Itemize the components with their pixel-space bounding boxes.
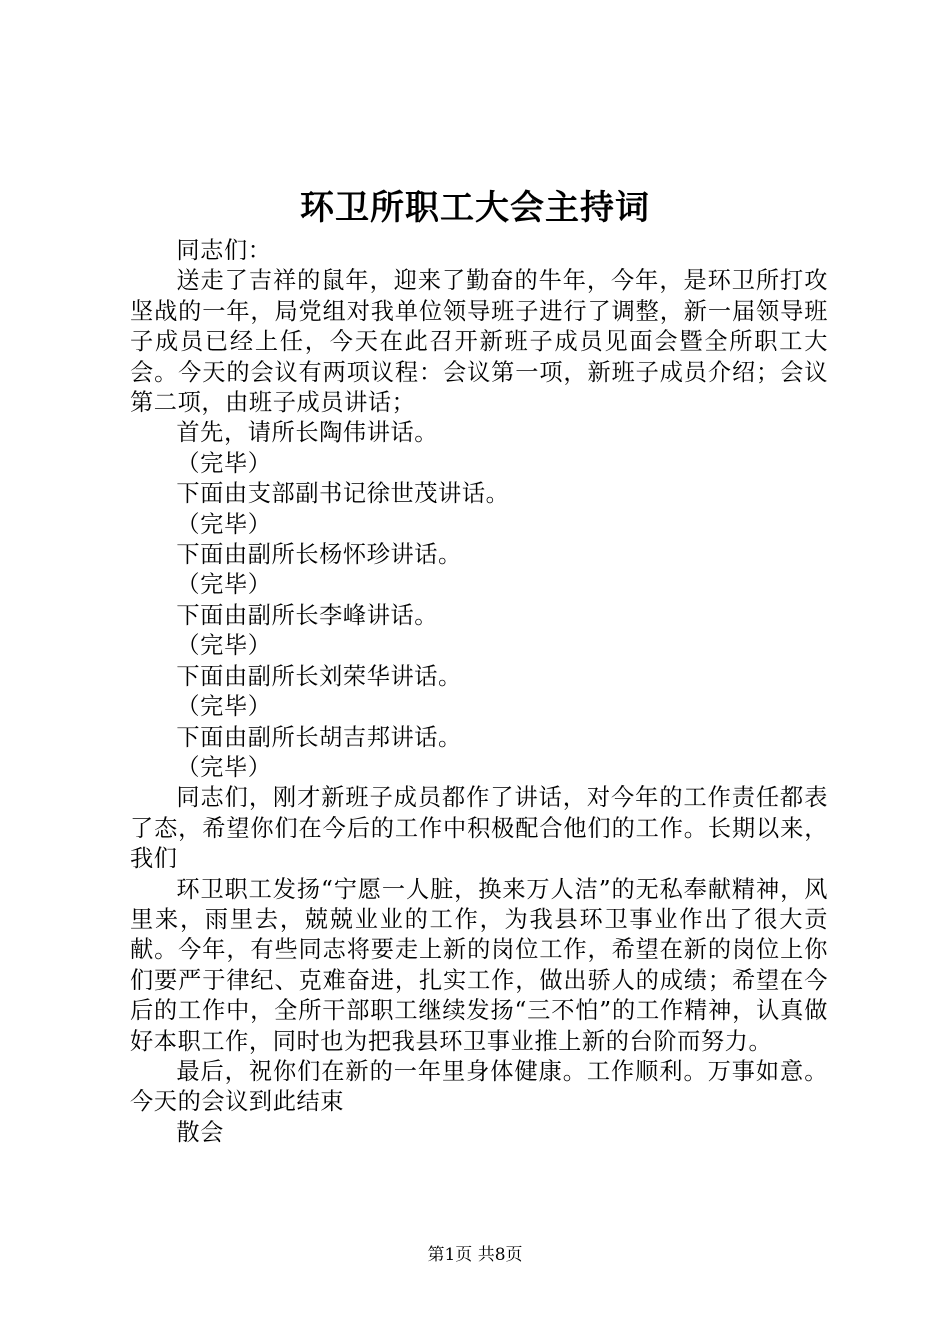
paragraph-praise: 环卫职工发扬“宁愿一人脏，换来万人洁”的无私奉献精神，风里来，雨里去，兢兢业业的工作，为我县环卫事业作出了很大贡献。今年，有些同志将要走上新的岗位工作，希望在新的岗位上你们要严于律纪、克难奋进，扎实工作，做出骄人的成绩；希望在今后的工作中，全所干部职工继续发扬“三不怕”的工作精神，认真做好本职工作，同时也为把我县环卫事业推上新的台阶而努力。 bbox=[130, 875, 828, 1055]
paragraph-speaker-6: 下面由副所长胡吉邦讲话。 bbox=[176, 723, 462, 751]
paragraph-opening: 送走了吉祥的鼠年，迎来了勤奋的牛年，今年，是环卫所打攻坚战的一年，局党组对我单位领导班子进行了调整，新一届领导班子成员已经上任，今天在此召开新班子成员见面会暨全所职工大会。今天的会议有两项议程：会议第一项，新班子成员介绍；会议第二项，由班子成员讲话； bbox=[130, 267, 828, 417]
paragraph-done-6: （完毕） bbox=[176, 753, 272, 781]
document-body bbox=[130, 236, 828, 1148]
paragraph-done-5: （完毕） bbox=[176, 693, 272, 721]
paragraph-speaker-3: 下面由副所长杨怀珍讲话。 bbox=[176, 541, 462, 569]
page-number: 第1页 共8页 bbox=[427, 1245, 523, 1265]
paragraph-salutation: 同志们： bbox=[176, 237, 272, 264]
paragraph-speaker-4: 下面由副所长李峰讲话。 bbox=[176, 601, 439, 629]
document-title: 环卫所职工大会主持词 bbox=[300, 188, 650, 228]
paragraph-done-4: （完毕） bbox=[176, 632, 272, 660]
paragraph-speaker-2: 下面由支部副书记徐世茂讲话。 bbox=[176, 480, 510, 508]
paragraph-adjourn: 散会 bbox=[176, 1118, 224, 1146]
paragraph-done-1: （完毕） bbox=[176, 449, 272, 477]
paragraph-done-3: （完毕） bbox=[176, 571, 272, 599]
paragraph-speaker-5: 下面由副所长刘荣华讲话。 bbox=[176, 662, 462, 690]
paragraph-summary: 同志们，刚才新班子成员都作了讲话，对今年的工作责任都表了态，希望你们在今后的工作中积极配合他们的工作。长期以来，我们 bbox=[130, 784, 828, 873]
paragraph-speaker-1: 首先，请所长陶伟讲话。 bbox=[176, 419, 439, 447]
paragraph-done-2: （完毕） bbox=[176, 510, 272, 538]
paragraph-closing: 最后，祝你们在新的一年里身体健康。工作顺利。万事如意。今天的会议到此结束 bbox=[130, 1057, 828, 1116]
